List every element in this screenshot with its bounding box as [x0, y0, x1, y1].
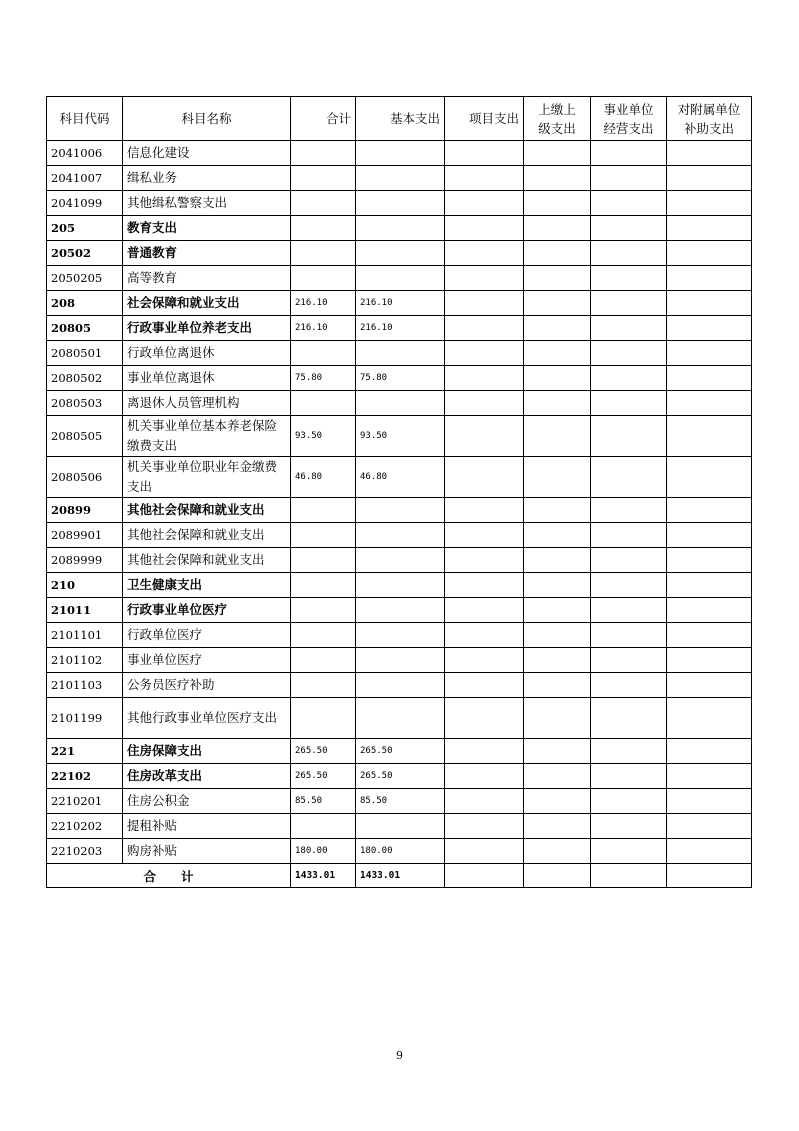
table-row [47, 366, 752, 391]
subject-name-cell: 住房公积金 [123, 789, 291, 814]
subject-code-cell: 2041006 [47, 141, 123, 166]
business-operation-cell [591, 598, 667, 623]
subject-code-cell: 22102 [47, 764, 123, 789]
subject-name-cell: 其他社会保障和就业支出 [123, 548, 291, 573]
table-row [47, 266, 752, 291]
subsidiary-subsidy-cell [667, 698, 752, 739]
total-cell [291, 341, 356, 366]
table-row [47, 698, 752, 739]
business-operation-cell [591, 573, 667, 598]
upper-level-payment-cell [524, 241, 591, 266]
project-expenditure-cell [445, 598, 524, 623]
total-project-cell [445, 864, 524, 888]
project-expenditure-cell [445, 341, 524, 366]
total-cell [291, 241, 356, 266]
table-row [47, 814, 752, 839]
basic-expenditure-cell [356, 266, 445, 291]
total-cell [291, 141, 356, 166]
business-operation-cell [591, 739, 667, 764]
project-expenditure-cell [445, 839, 524, 864]
total-cell [291, 391, 356, 416]
project-expenditure-cell [445, 216, 524, 241]
upper-level-payment-cell [524, 598, 591, 623]
business-operation-cell [591, 141, 667, 166]
project-expenditure-cell [445, 648, 524, 673]
upper-level-payment-cell [524, 341, 591, 366]
subject-name-cell: 机关事业单位职业年金缴费支出 [123, 457, 291, 498]
subsidiary-subsidy-cell [667, 391, 752, 416]
upper-level-payment-cell [524, 457, 591, 498]
total-cell [291, 498, 356, 523]
subject-code-cell: 2210201 [47, 789, 123, 814]
subject-code-cell: 2080506 [47, 457, 123, 498]
subsidiary-subsidy-cell [667, 623, 752, 648]
basic-expenditure-cell: 93.50 [356, 416, 445, 457]
project-expenditure-cell [445, 789, 524, 814]
subsidiary-subsidy-cell [667, 548, 752, 573]
total-upper-cell [524, 864, 591, 888]
upper-level-payment-cell [524, 789, 591, 814]
business-operation-cell [591, 548, 667, 573]
subsidiary-subsidy-cell [667, 739, 752, 764]
table-row [47, 548, 752, 573]
subject-name-cell: 缉私业务 [123, 166, 291, 191]
business-operation-cell [591, 764, 667, 789]
business-operation-cell [591, 366, 667, 391]
subject-name-cell: 机关事业单位基本养老保险缴费支出 [123, 416, 291, 457]
subject-code-cell: 2101103 [47, 673, 123, 698]
total-cell [291, 191, 356, 216]
subject-code-cell: 2041007 [47, 166, 123, 191]
table-row [47, 191, 752, 216]
project-expenditure-cell [445, 739, 524, 764]
total-cell [291, 573, 356, 598]
subsidiary-subsidy-cell [667, 648, 752, 673]
header-project-expenditure: 项目支出 [445, 97, 524, 141]
upper-level-payment-cell [524, 216, 591, 241]
subject-code-cell: 20899 [47, 498, 123, 523]
table-row [47, 141, 752, 166]
table-row [47, 341, 752, 366]
total-cell [291, 523, 356, 548]
subject-code-cell: 2041099 [47, 191, 123, 216]
project-expenditure-cell [445, 241, 524, 266]
basic-expenditure-cell [356, 573, 445, 598]
business-operation-cell [591, 648, 667, 673]
total-cell: 85.50 [291, 789, 356, 814]
basic-expenditure-cell [356, 814, 445, 839]
upper-level-payment-cell [524, 648, 591, 673]
subject-name-cell: 住房保障支出 [123, 739, 291, 764]
table-row [47, 166, 752, 191]
subject-name-cell: 普通教育 [123, 241, 291, 266]
table-row [47, 457, 752, 498]
upper-level-payment-cell [524, 764, 591, 789]
basic-expenditure-cell [356, 598, 445, 623]
project-expenditure-cell [445, 623, 524, 648]
total-cell [291, 166, 356, 191]
upper-level-payment-cell [524, 573, 591, 598]
business-operation-cell [591, 216, 667, 241]
subject-name-cell: 公务员医疗补助 [123, 673, 291, 698]
basic-expenditure-cell [356, 166, 445, 191]
total-cell [291, 623, 356, 648]
subject-name-cell: 其他缉私警察支出 [123, 191, 291, 216]
business-operation-cell [591, 266, 667, 291]
subsidiary-subsidy-cell [667, 166, 752, 191]
subject-code-cell: 20805 [47, 316, 123, 341]
subject-name-cell: 离退休人员管理机构 [123, 391, 291, 416]
subsidiary-subsidy-cell [667, 241, 752, 266]
basic-expenditure-cell: 265.50 [356, 739, 445, 764]
subsidiary-subsidy-cell [667, 673, 752, 698]
expenditure-table [46, 96, 752, 888]
basic-expenditure-cell [356, 241, 445, 266]
subject-name-cell: 提租补贴 [123, 814, 291, 839]
business-operation-cell [591, 523, 667, 548]
subject-name-cell: 行政单位医疗 [123, 623, 291, 648]
table-header-row [47, 97, 752, 141]
business-operation-cell [591, 623, 667, 648]
subsidiary-subsidy-cell [667, 789, 752, 814]
table-row [47, 739, 752, 764]
total-cell [291, 814, 356, 839]
table-row [47, 291, 752, 316]
subject-code-cell: 221 [47, 739, 123, 764]
business-operation-cell [591, 166, 667, 191]
subject-code-cell: 2050205 [47, 266, 123, 291]
project-expenditure-cell [445, 366, 524, 391]
subject-code-cell: 2101102 [47, 648, 123, 673]
subject-name-cell: 卫生健康支出 [123, 573, 291, 598]
project-expenditure-cell [445, 391, 524, 416]
subsidiary-subsidy-cell [667, 141, 752, 166]
subsidiary-subsidy-cell [667, 839, 752, 864]
table-row [47, 789, 752, 814]
subject-name-cell: 行政事业单位医疗 [123, 598, 291, 623]
total-cell: 265.50 [291, 739, 356, 764]
table-row [47, 573, 752, 598]
project-expenditure-cell [445, 548, 524, 573]
subject-name-cell: 高等教育 [123, 266, 291, 291]
basic-expenditure-cell [356, 216, 445, 241]
upper-level-payment-cell [524, 548, 591, 573]
upper-level-payment-cell [524, 498, 591, 523]
subject-code-cell: 2080505 [47, 416, 123, 457]
basic-expenditure-cell [356, 391, 445, 416]
subject-name-cell: 教育支出 [123, 216, 291, 241]
subject-code-cell: 2101199 [47, 698, 123, 739]
subject-name-cell: 其他社会保障和就业支出 [123, 523, 291, 548]
table-row [47, 673, 752, 698]
project-expenditure-cell [445, 498, 524, 523]
table-row [47, 523, 752, 548]
subject-code-cell: 2210202 [47, 814, 123, 839]
project-expenditure-cell [445, 673, 524, 698]
header-total: 合计 [291, 97, 356, 141]
header-basic-expenditure: 基本支出 [356, 97, 445, 141]
total-cell: 216.10 [291, 316, 356, 341]
basic-expenditure-cell: 216.10 [356, 291, 445, 316]
basic-expenditure-cell [356, 648, 445, 673]
project-expenditure-cell [445, 191, 524, 216]
total-sum-cell: 1433.01 [291, 864, 356, 888]
subject-code-cell: 21011 [47, 598, 123, 623]
project-expenditure-cell [445, 764, 524, 789]
total-cell [291, 548, 356, 573]
project-expenditure-cell [445, 291, 524, 316]
upper-level-payment-cell [524, 839, 591, 864]
project-expenditure-cell [445, 266, 524, 291]
header-upper-level-payment: 上缴上 级支出 [524, 97, 591, 141]
upper-level-payment-cell [524, 316, 591, 341]
business-operation-cell [591, 291, 667, 316]
total-cell [291, 216, 356, 241]
basic-expenditure-cell: 216.10 [356, 316, 445, 341]
total-business-cell [591, 864, 667, 888]
subject-code-cell: 2210203 [47, 839, 123, 864]
table-row [47, 241, 752, 266]
upper-level-payment-cell [524, 391, 591, 416]
subsidiary-subsidy-cell [667, 266, 752, 291]
subject-name-cell: 社会保障和就业支出 [123, 291, 291, 316]
business-operation-cell [591, 498, 667, 523]
basic-expenditure-cell [356, 548, 445, 573]
subsidiary-subsidy-cell [667, 216, 752, 241]
basic-expenditure-cell [356, 623, 445, 648]
subsidiary-subsidy-cell [667, 291, 752, 316]
table-row [47, 416, 752, 457]
upper-level-payment-cell [524, 191, 591, 216]
total-cell: 216.10 [291, 291, 356, 316]
project-expenditure-cell [445, 698, 524, 739]
total-cell [291, 698, 356, 739]
business-operation-cell [591, 839, 667, 864]
subsidiary-subsidy-cell [667, 366, 752, 391]
subsidiary-subsidy-cell [667, 573, 752, 598]
table-row [47, 316, 752, 341]
basic-expenditure-cell [356, 698, 445, 739]
basic-expenditure-cell [356, 673, 445, 698]
total-subsidy-cell [667, 864, 752, 888]
business-operation-cell [591, 789, 667, 814]
header-subject-name: 科目名称 [123, 97, 291, 141]
total-cell: 265.50 [291, 764, 356, 789]
total-cell [291, 648, 356, 673]
subsidiary-subsidy-cell [667, 191, 752, 216]
upper-level-payment-cell [524, 366, 591, 391]
project-expenditure-cell [445, 573, 524, 598]
total-cell: 180.00 [291, 839, 356, 864]
project-expenditure-cell [445, 166, 524, 191]
table-row [47, 391, 752, 416]
project-expenditure-cell [445, 523, 524, 548]
table-row [47, 498, 752, 523]
subject-code-cell: 208 [47, 291, 123, 316]
subject-name-cell: 住房改革支出 [123, 764, 291, 789]
business-operation-cell [591, 673, 667, 698]
budget-table-container [46, 96, 752, 888]
upper-level-payment-cell [524, 416, 591, 457]
subject-name-cell: 事业单位离退休 [123, 366, 291, 391]
basic-expenditure-cell: 46.80 [356, 457, 445, 498]
subject-code-cell: 2089999 [47, 548, 123, 573]
basic-expenditure-cell [356, 523, 445, 548]
table-row [47, 216, 752, 241]
total-label: 合 计 [47, 864, 291, 888]
header-business-operation: 事业单位 经营支出 [591, 97, 667, 141]
subject-code-cell: 205 [47, 216, 123, 241]
total-cell [291, 598, 356, 623]
subject-code-cell: 2089901 [47, 523, 123, 548]
subsidiary-subsidy-cell [667, 341, 752, 366]
subsidiary-subsidy-cell [667, 598, 752, 623]
business-operation-cell [591, 341, 667, 366]
subject-name-cell: 事业单位医疗 [123, 648, 291, 673]
subsidiary-subsidy-cell [667, 457, 752, 498]
total-cell: 93.50 [291, 416, 356, 457]
basic-expenditure-cell [356, 498, 445, 523]
subsidiary-subsidy-cell [667, 316, 752, 341]
subject-code-cell: 2101101 [47, 623, 123, 648]
subsidiary-subsidy-cell [667, 523, 752, 548]
subsidiary-subsidy-cell [667, 814, 752, 839]
upper-level-payment-cell [524, 623, 591, 648]
header-subject-code: 科目代码 [47, 97, 123, 141]
basic-expenditure-cell: 85.50 [356, 789, 445, 814]
business-operation-cell [591, 814, 667, 839]
table-row [47, 764, 752, 789]
basic-expenditure-cell [356, 341, 445, 366]
upper-level-payment-cell [524, 141, 591, 166]
subject-code-cell: 210 [47, 573, 123, 598]
basic-expenditure-cell: 265.50 [356, 764, 445, 789]
upper-level-payment-cell [524, 523, 591, 548]
basic-expenditure-cell [356, 141, 445, 166]
upper-level-payment-cell [524, 291, 591, 316]
subsidiary-subsidy-cell [667, 764, 752, 789]
table-row [47, 623, 752, 648]
business-operation-cell [591, 191, 667, 216]
subject-code-cell: 2080501 [47, 341, 123, 366]
upper-level-payment-cell [524, 698, 591, 739]
header-subsidiary-subsidy: 对附属单位 补助支出 [667, 97, 752, 141]
table-row [47, 598, 752, 623]
subject-name-cell: 其他社会保障和就业支出 [123, 498, 291, 523]
total-cell: 46.80 [291, 457, 356, 498]
subject-name-cell: 信息化建设 [123, 141, 291, 166]
business-operation-cell [591, 391, 667, 416]
total-cell: 75.80 [291, 366, 356, 391]
project-expenditure-cell [445, 457, 524, 498]
business-operation-cell [591, 316, 667, 341]
subject-name-cell: 其他行政事业单位医疗支出 [123, 698, 291, 739]
business-operation-cell [591, 698, 667, 739]
basic-expenditure-cell [356, 191, 445, 216]
subsidiary-subsidy-cell [667, 498, 752, 523]
subsidiary-subsidy-cell [667, 416, 752, 457]
business-operation-cell [591, 241, 667, 266]
total-cell [291, 673, 356, 698]
subject-code-cell: 20502 [47, 241, 123, 266]
table-total-row [47, 864, 752, 888]
upper-level-payment-cell [524, 673, 591, 698]
page-number: 9 [396, 1049, 403, 1062]
business-operation-cell [591, 416, 667, 457]
subject-name-cell: 购房补贴 [123, 839, 291, 864]
project-expenditure-cell [445, 141, 524, 166]
upper-level-payment-cell [524, 166, 591, 191]
table-row [47, 648, 752, 673]
table-row [47, 839, 752, 864]
upper-level-payment-cell [524, 814, 591, 839]
upper-level-payment-cell [524, 266, 591, 291]
total-cell [291, 266, 356, 291]
upper-level-payment-cell [524, 739, 591, 764]
basic-expenditure-cell: 75.80 [356, 366, 445, 391]
subject-name-cell: 行政单位离退休 [123, 341, 291, 366]
subject-code-cell: 2080503 [47, 391, 123, 416]
subject-code-cell: 2080502 [47, 366, 123, 391]
basic-expenditure-cell: 180.00 [356, 839, 445, 864]
total-basic-cell: 1433.01 [356, 864, 445, 888]
subject-name-cell: 行政事业单位养老支出 [123, 316, 291, 341]
business-operation-cell [591, 457, 667, 498]
project-expenditure-cell [445, 316, 524, 341]
project-expenditure-cell [445, 416, 524, 457]
project-expenditure-cell [445, 814, 524, 839]
